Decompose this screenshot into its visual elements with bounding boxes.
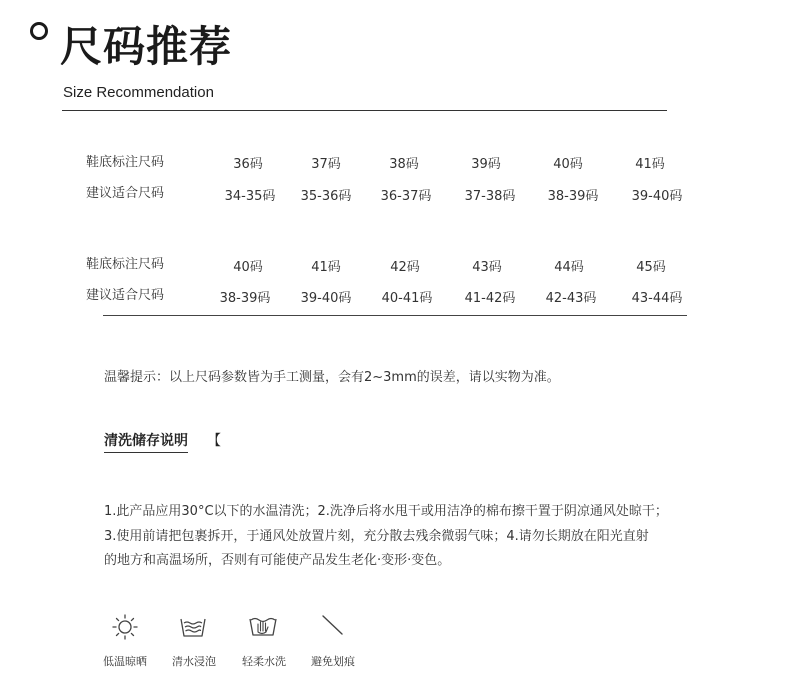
table-divider	[103, 315, 687, 316]
table2-label-fit: 建议适合尺码	[86, 288, 165, 303]
care-line: 的地方和高温场所，否则有可能使产品发生老化·变形·变色。	[104, 553, 451, 568]
table1-fit-cell: 38-39码	[547, 189, 599, 204]
table2-label-marked: 鞋底标注尺码	[86, 257, 165, 272]
table2-marked-cell: 43码	[472, 260, 502, 275]
page-title: 尺码推荐	[60, 22, 233, 71]
scratch-icon	[318, 611, 348, 641]
icon-label: 轻柔水洗	[242, 655, 286, 668]
table1-marked-cell: 37码	[311, 157, 341, 172]
table1-label-fit: 建议适合尺码	[86, 186, 165, 201]
table1-fit-cell: 37-38码	[464, 189, 516, 204]
table2-marked-cell: 45码	[636, 260, 666, 275]
table1-fit-cell: 34-35码	[224, 189, 276, 204]
care-line: 3.使用前请把包裹拆开，于通风处放置片刻，充分散去残余微弱气味；4.请勿长期放在阳光直射	[104, 529, 649, 544]
sun-icon	[110, 612, 140, 642]
table2-marked-cell: 40码	[233, 260, 263, 275]
table1-marked-cell: 41码	[635, 157, 665, 172]
care-line: 1.此产品应用30°C以下的水温清洗；2.洗净后将水甩干或用洁净的棉布擦干置于阴凉通风处晾干；	[104, 504, 668, 519]
table2-fit-cell: 38-39码	[219, 291, 271, 306]
table2-marked-cell: 44码	[554, 260, 584, 275]
table2-marked-cell: 42码	[390, 260, 420, 275]
care-title: 清洗储存说明	[104, 430, 188, 453]
hand-wash-icon	[247, 611, 277, 641]
title-divider	[62, 110, 667, 111]
table1-label-marked: 鞋底标注尺码	[86, 155, 165, 170]
table1-marked-cell: 38码	[389, 157, 419, 172]
table1-marked-cell: 36码	[233, 157, 263, 172]
table1-marked-cell: 40码	[553, 157, 583, 172]
icon-label: 低温晾晒	[103, 655, 147, 668]
page-subtitle: Size Recommendation	[63, 84, 214, 101]
table1-fit-cell: 36-37码	[380, 189, 432, 204]
table1-marked-cell: 39码	[471, 157, 501, 172]
table2-fit-cell: 40-41码	[381, 291, 433, 306]
wash-basin-icon	[178, 612, 208, 642]
icon-label: 清水浸泡	[172, 655, 216, 668]
table2-fit-cell: 43-44码	[631, 291, 683, 306]
table2-fit-cell: 42-43码	[545, 291, 597, 306]
table2-fit-cell: 41-42码	[464, 291, 516, 306]
table2-fit-cell: 39-40码	[300, 291, 352, 306]
care-title-suffix: 【	[207, 433, 221, 449]
table1-fit-cell: 35-36码	[300, 189, 352, 204]
size-tip: 温馨提示：以上尺码参数皆为手工测量，会有2~3mm的误差，请以实物为准。	[104, 370, 560, 385]
title-circle-icon	[30, 22, 48, 40]
table2-marked-cell: 41码	[311, 260, 341, 275]
table1-fit-cell: 39-40码	[631, 189, 683, 204]
icon-label: 避免划痕	[311, 655, 355, 668]
